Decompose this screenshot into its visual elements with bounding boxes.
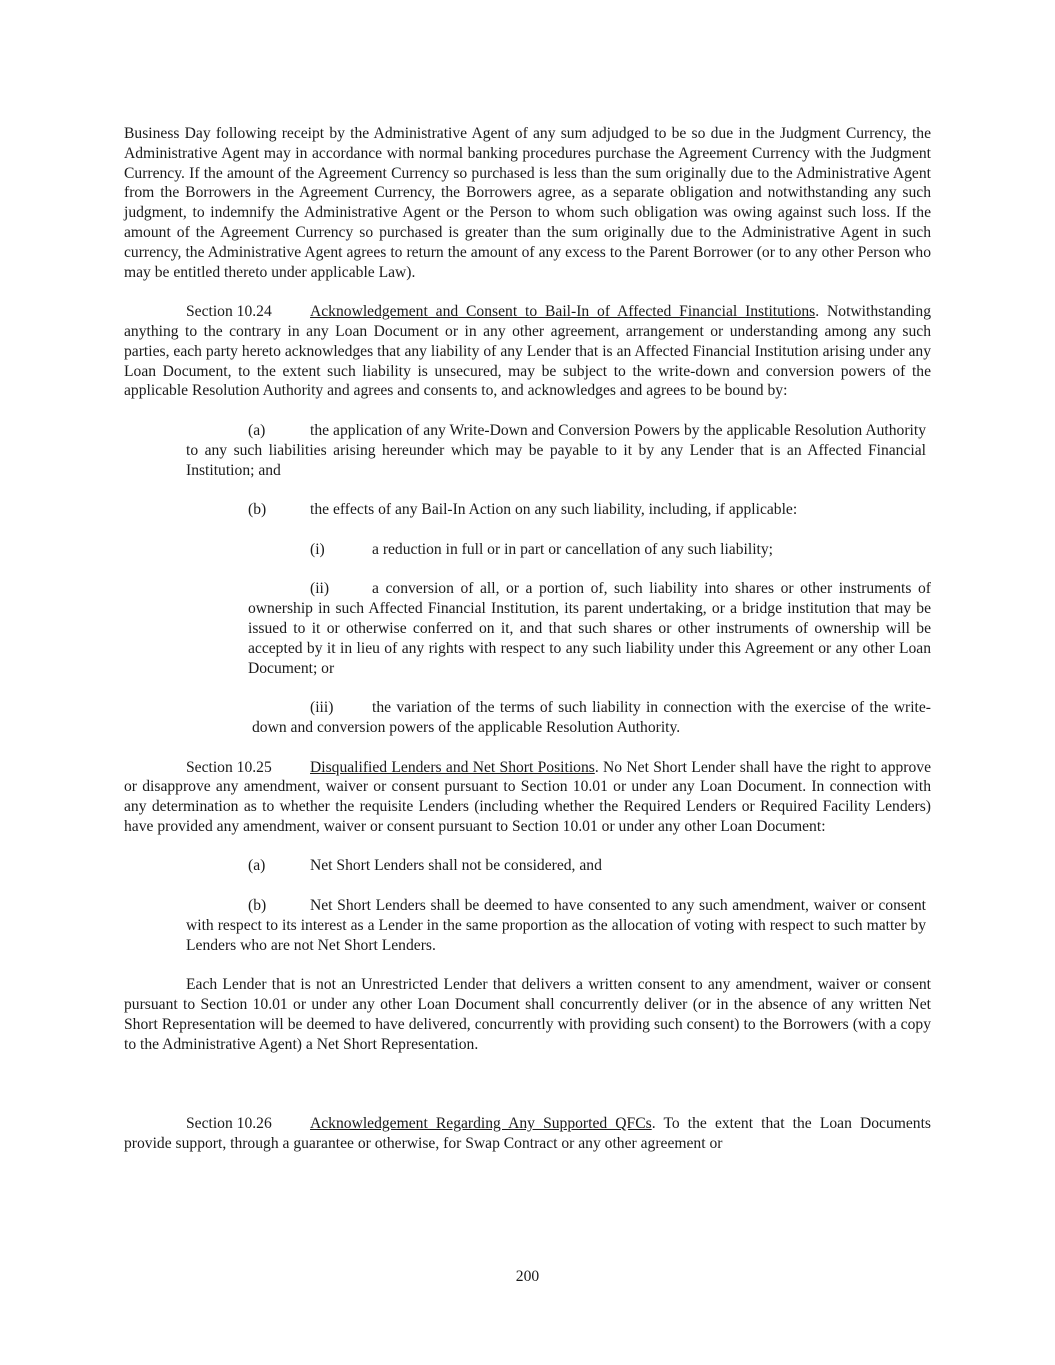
item-label: (b) bbox=[248, 501, 267, 519]
section-10-26-paragraph: Section 10.26 Acknowledgement Regarding Any Supported QFCs. To the extent that the Loan Documents provide support, through a guarantee or otherwise, for Swap Contract or any other agreement or bbox=[124, 1114, 932, 1152]
section-body: To the extent that the Loan Documents provide support, through a guarantee or otherwise, for Swap Contract or any other agreement or bbox=[124, 1114, 932, 1152]
section-10-25-item-a: (a) Net Short Lenders shall not be considered, and bbox=[248, 857, 602, 875]
document-page bbox=[124, 124, 931, 1153]
section-10-25-item-b: (b) Net Short Lenders shall be deemed to have consented to any such amendment, waiver or consent with respect to its interest as a Lender in the same proportion as the allocation of voting with respect to such matter by Lenders who are not Net Short Lenders. bbox=[186, 897, 926, 954]
section-number: Section 10.26 bbox=[186, 1114, 272, 1132]
section-number: Section 10.25 bbox=[186, 758, 272, 776]
section-10-24-item-i: (i) a reduction in full or in part or cancellation of any such liability; bbox=[310, 540, 773, 558]
section-10-24-paragraph: Section 10.24 Acknowledgement and Consent to Bail-In of Affected Financial Institutions. Notwithstanding anything to the contrary in any Loan Document or in any other agreement, arrangement or understanding among any such parties, each party hereto acknowledges that any liability of any Lender that is an Affected Financial Institution arising under any Loan Document, to the extent such liability is unsecured, may be subject to the write-down and conversion powers of the applicable Resolution Authority and agrees and consents to, and acknowledges and agrees to be bound by: bbox=[124, 303, 931, 400]
section-10-25-paragraph: Section 10.25 Disqualified Lenders and Net Short Positions. No Net Short Lender shall have the right to approve or disapprove any amendment, waiver or consent pursuant to Section 10.01 or under any Loan Document. In connection with any determination as to whether the requisite Lenders (including whether the Required Lenders or Required Facility Lenders) have provided any amendment, waiver or consent pursuant to Section 10.01 or under any other Loan Document: bbox=[124, 758, 931, 835]
item-label: (b) bbox=[248, 897, 267, 915]
item-label: (a) bbox=[248, 421, 266, 439]
section-10-24-item-ii: (ii) a conversion of all, or a portion of, such liability into shares or other instruments of ownership in such Affected Financial Institution, its parent undertaking, or a bridge institution that may be issued to it or otherwise conferred on it, and that such shares or other instruments of ownership will be accepted by it in lieu of any rights with respect to any such liability under this Agreement or any other Loan Document; or bbox=[248, 580, 931, 677]
item-label: (i) bbox=[310, 540, 325, 558]
section-title: Acknowledgement and Consent to Bail-In of Affected Financial Institutions bbox=[310, 303, 816, 321]
item-label: (ii) bbox=[310, 580, 330, 598]
section-body: Notwithstanding anything to the contrary in any Loan Document or in any other agreement, arrangement or understanding among any such parties, each party hereto acknowledges that any liability of any Lender that is an Affected Financial Institution arising under any Loan Document, to the extent such liability is unsecured, may be subject to the write-down and conversion powers of the applicable Resolution Authority and agrees and consents to, and acknowledges and agrees to be bound by: bbox=[124, 303, 931, 400]
section-10-24-item-b: (b) the effects of any Bail-In Action on any such liability, including, if applicable: bbox=[248, 501, 798, 519]
section-title: Acknowledgement Regarding Any Supported QFCs bbox=[310, 1114, 652, 1132]
section-body: No Net Short Lender shall have the right to approve or disapprove any amendment, waiver or consent pursuant to Section 10.01 or under any Loan Document. In connection with any determination as to whether the requisite Lenders (including whether the Required Lenders or Required Facility Lenders) have provided any amendment, waiver or consent pursuant to Section 10.01 or under any other Loan Document: bbox=[124, 758, 931, 835]
item-label: (iii) bbox=[310, 699, 334, 717]
section-10-24-item-a: (a) the application of any Write-Down and Conversion Powers by the applicable Resolution Authority to any such liabilities arising hereunder which may be payable to it by any Lender that is an Affected Financial Institution; and bbox=[186, 421, 926, 479]
section-title: Disqualified Lenders and Net Short Positions bbox=[310, 758, 595, 776]
paragraph-judgment-currency: Business Day following receipt by the Administrative Agent of any sum adjudged to be so due in the Judgment Currency, the Administrative Agent may in accordance with normal banking procedures purchase the Agreement Currency with the Judgment Currency. If the amount of the Agreement Currency so purchased is less than the sum originally due to the Administrative Agent from the Borrowers in the Agreement Currency, the Borrowers agree, as a separate obligation and notwithstanding any such judgment, to indemnify the Administrative Agent or the Person to whom such obligation was owing against such loss. If the amount of the Agreement Currency so purchased is greater than the sum originally due to the Administrative Agent in such currency, the Administrative Agent agrees to return the amount of any excess to the Parent Borrower (or to any other Person who may be entitled thereto under applicable Law). bbox=[124, 125, 931, 281]
page-number: 200 bbox=[515, 1268, 540, 1285]
section-10-25-closing: Each Lender that is not an Unrestricted Lender that delivers a written consent to any amendment, waiver or consent pursuant to Section 10.01 or under any other Loan Document shall concurrently deliver (or in the absence of any written Net Short Representation will be deemed to have delivered, concurrently with providing such consent) to the Borrowers (with a copy to the Administrative Agent) a Net Short Representation. bbox=[124, 976, 931, 1053]
section-number: Section 10.24 bbox=[186, 303, 272, 321]
section-10-24-item-iii: (iii) the variation of the terms of such liability in connection with the exercise of the write-down and conversion powers of the applicable Resolution Authority. bbox=[252, 699, 931, 736]
item-label: (a) bbox=[248, 857, 266, 875]
